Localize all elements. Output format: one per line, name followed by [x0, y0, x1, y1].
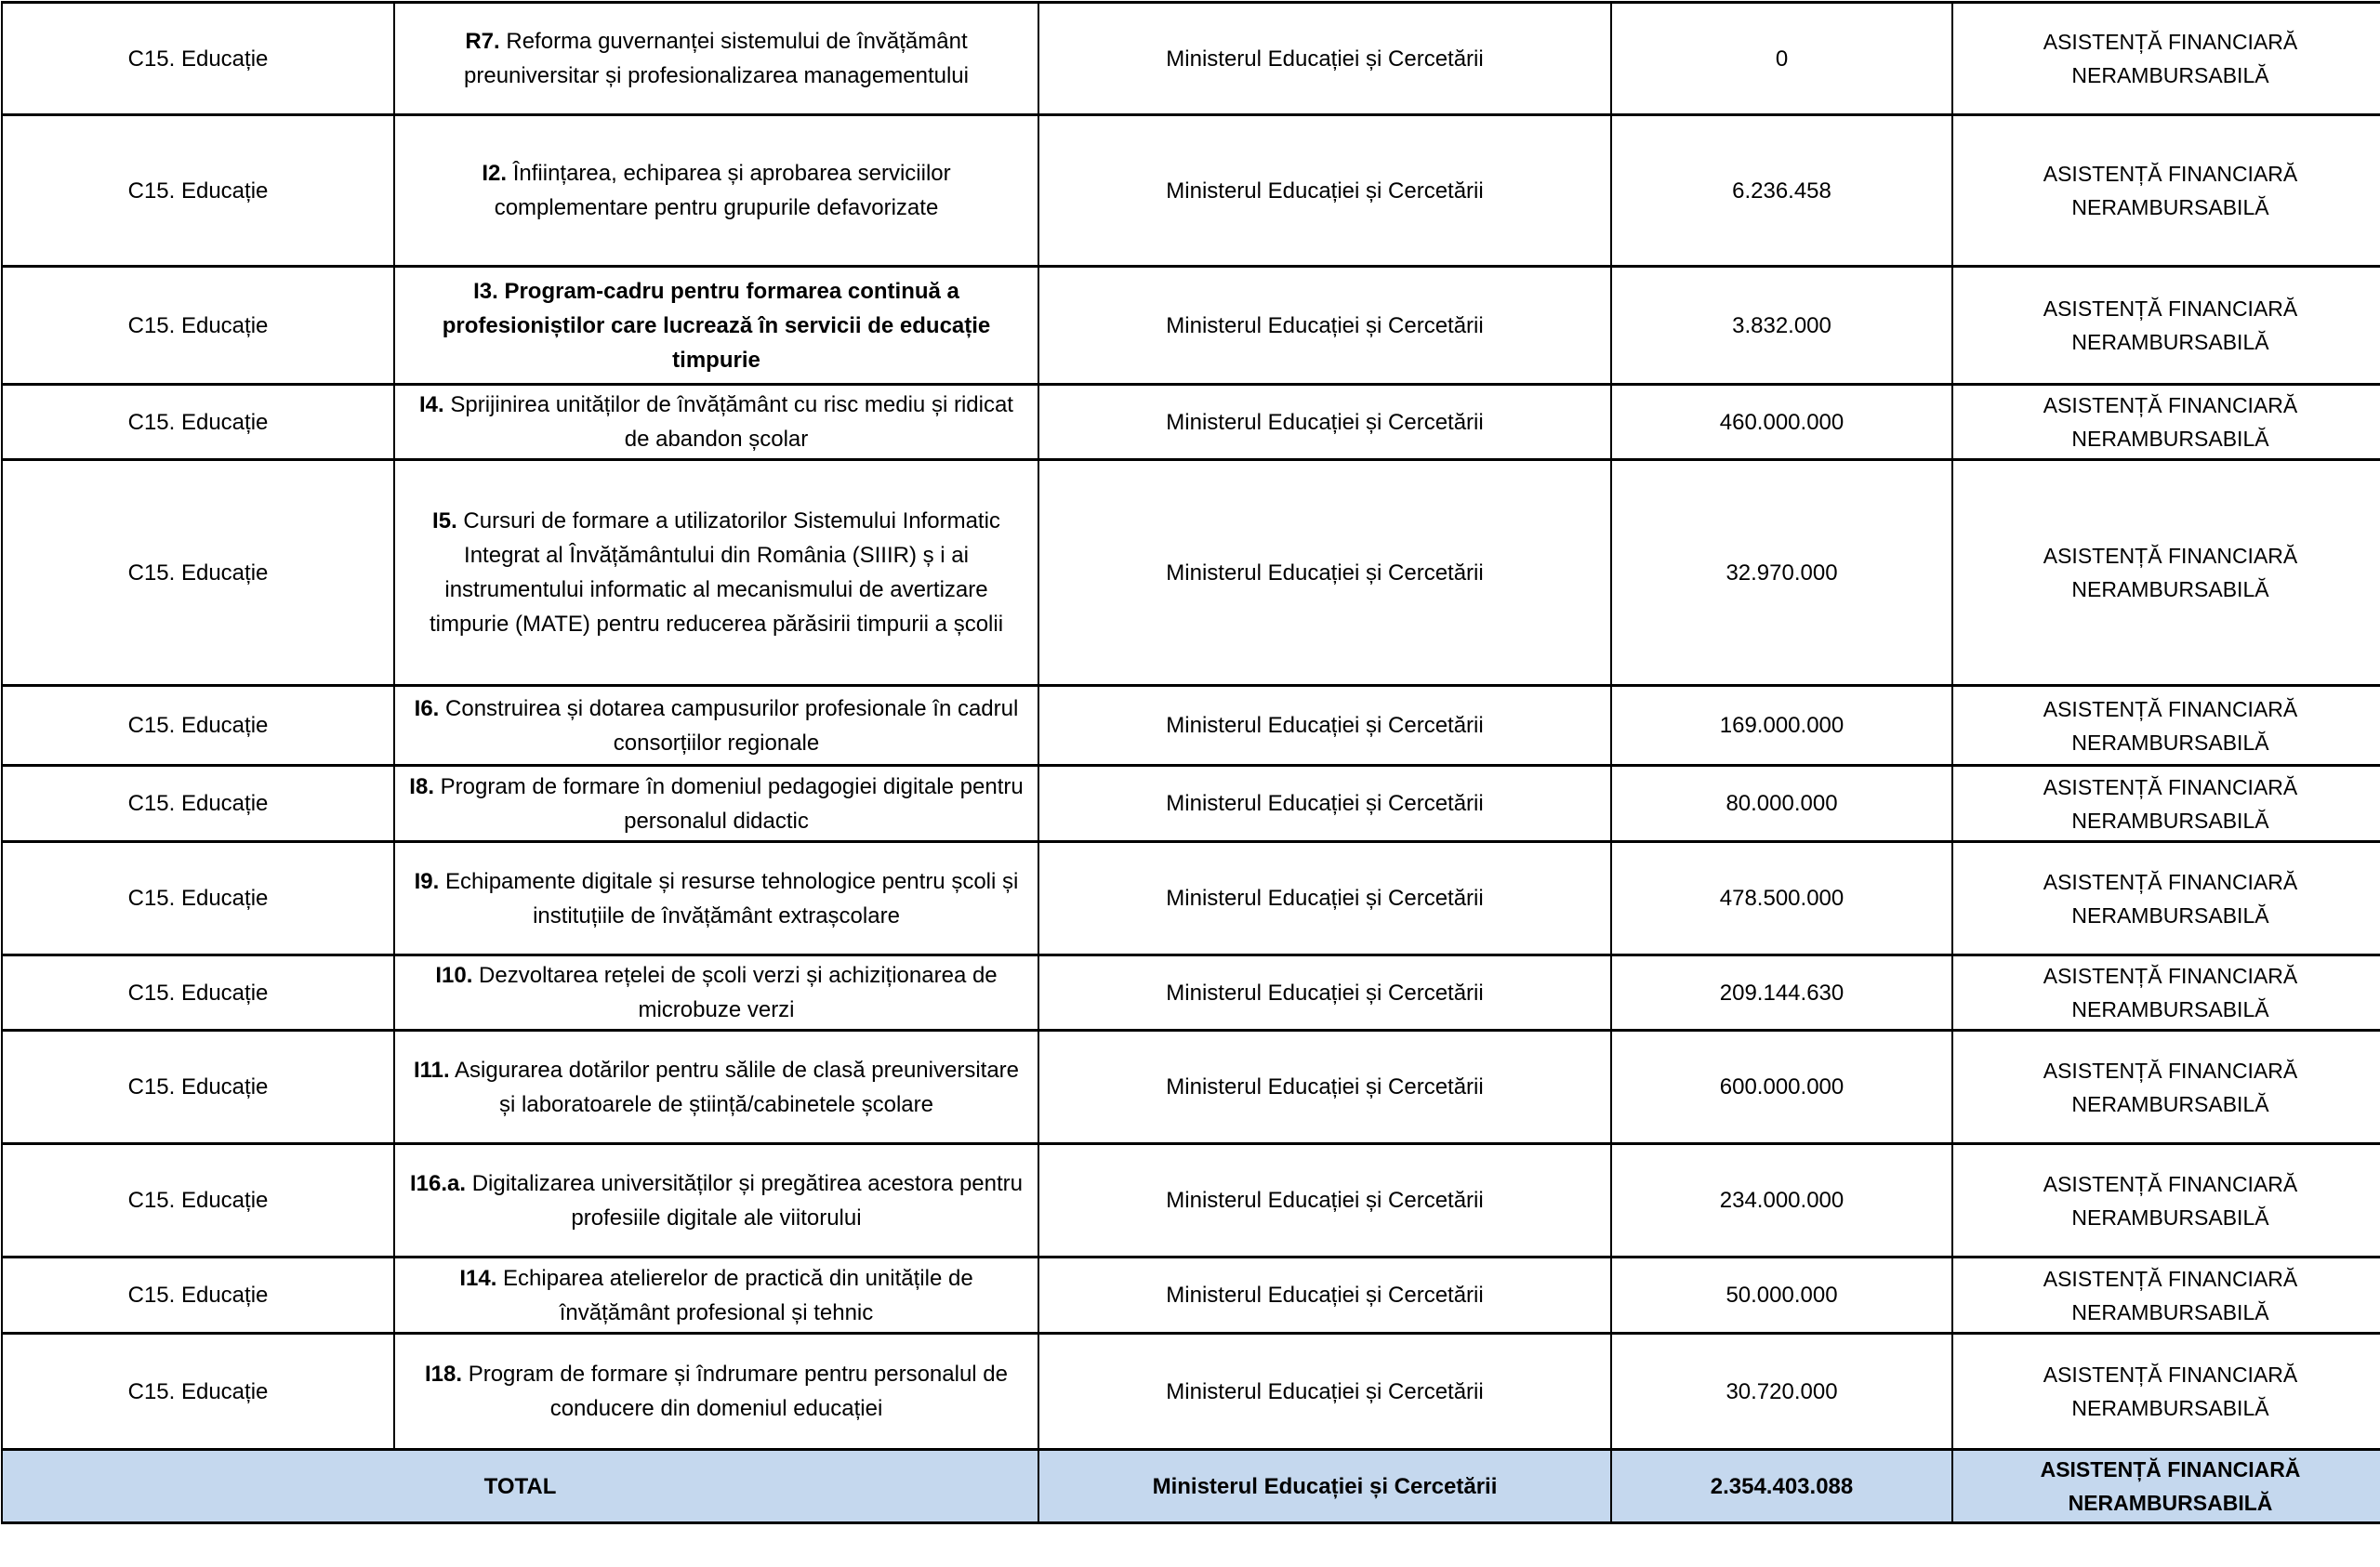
measure-code: I16.a. — [409, 1170, 467, 1196]
measure-code: I5. — [432, 508, 457, 533]
funding-type-cell: ASISTENȚĂ FINANCIARĂ NERAMBURSABILĂ — [1952, 115, 2380, 267]
measure-code: I8. — [409, 773, 434, 799]
table-row — [2, 1144, 2380, 1258]
component-cell: C15. Educație — [2, 3, 394, 115]
component-cell: C15. Educație — [2, 267, 394, 385]
total-label-cell: TOTAL — [2, 1450, 1038, 1523]
measure-cell — [394, 460, 1038, 686]
amount-cell: 460.000.000 — [1611, 385, 1952, 460]
measure-cell — [394, 3, 1038, 115]
ministry-cell: Ministerul Educației și Cercetării — [1038, 766, 1611, 842]
table-row — [2, 3, 2380, 115]
measure-cell — [394, 766, 1038, 842]
funding-type-cell: ASISTENȚĂ FINANCIARĂ NERAMBURSABILĂ — [1952, 1144, 2380, 1258]
table-row — [2, 1334, 2380, 1450]
component-cell: C15. Educație — [2, 1031, 394, 1144]
table-row — [2, 115, 2380, 267]
amount-cell: 6.236.458 — [1611, 115, 1952, 267]
funding-type-cell: ASISTENȚĂ FINANCIARĂ NERAMBURSABILĂ — [1952, 766, 2380, 842]
measure-cell — [394, 267, 1038, 385]
table-row — [2, 1031, 2380, 1144]
funding-type-cell: ASISTENȚĂ FINANCIARĂ NERAMBURSABILĂ — [1952, 267, 2380, 385]
measure-cell — [394, 385, 1038, 460]
component-cell: C15. Educație — [2, 115, 394, 267]
measure-code: I11. — [413, 1057, 450, 1083]
amount-cell: 0 — [1611, 3, 1952, 115]
measure-code: I9. — [414, 868, 440, 894]
ministry-cell: Ministerul Educației și Cercetării — [1038, 460, 1611, 686]
measure-cell — [394, 1258, 1038, 1334]
measure-text: Înființarea, echiparea și aprobarea serviciilor complementare pentru grupurile defavorizate — [494, 161, 951, 220]
ministry-cell: Ministerul Educației și Cercetării — [1038, 1258, 1611, 1334]
amount-cell: 169.000.000 — [1611, 686, 1952, 766]
measure-code: I2. — [482, 161, 508, 186]
measure-code: I18. — [425, 1362, 463, 1387]
component-cell: C15. Educație — [2, 686, 394, 766]
funding-type-cell: ASISTENȚĂ FINANCIARĂ NERAMBURSABILĂ — [1952, 686, 2380, 766]
measure-cell — [394, 1031, 1038, 1144]
table-row — [2, 955, 2380, 1031]
measure-text: Echipamente digitale și resurse tehnologice pentru școli și instituțiile de învățământ extrașcolare — [445, 868, 1019, 928]
component-cell: C15. Educație — [2, 1334, 394, 1450]
measure-code: I4. — [419, 392, 444, 417]
total-funding-type-cell: ASISTENȚĂ FINANCIARĂ NERAMBURSABILĂ — [1952, 1450, 2380, 1523]
ministry-cell: Ministerul Educației și Cercetării — [1038, 955, 1611, 1031]
funding-type-cell: ASISTENȚĂ FINANCIARĂ NERAMBURSABILĂ — [1952, 460, 2380, 686]
total-row — [2, 1450, 2380, 1523]
measure-code: I3. — [473, 278, 498, 304]
amount-cell: 32.970.000 — [1611, 460, 1952, 686]
funding-type-cell: ASISTENȚĂ FINANCIARĂ NERAMBURSABILĂ — [1952, 1258, 2380, 1334]
measure-code: I10. — [435, 963, 473, 988]
funding-type-cell: ASISTENȚĂ FINANCIARĂ NERAMBURSABILĂ — [1952, 842, 2380, 955]
measure-cell — [394, 686, 1038, 766]
amount-cell: 3.832.000 — [1611, 267, 1952, 385]
table-row — [2, 686, 2380, 766]
measure-text: Asigurarea dotărilor pentru sălile de clasă preuniversitare și laboratoarele de știință/cabinetele școlare — [455, 1057, 1020, 1117]
amount-cell: 50.000.000 — [1611, 1258, 1952, 1334]
measure-cell — [394, 1144, 1038, 1258]
table-row — [2, 766, 2380, 842]
funding-type-cell: ASISTENȚĂ FINANCIARĂ NERAMBURSABILĂ — [1952, 385, 2380, 460]
measure-code: I14. — [459, 1265, 497, 1291]
table-row — [2, 267, 2380, 385]
table-row — [2, 385, 2380, 460]
component-cell: C15. Educație — [2, 385, 394, 460]
amount-cell: 30.720.000 — [1611, 1334, 1952, 1450]
ministry-cell: Ministerul Educației și Cercetării — [1038, 267, 1611, 385]
total-amount-cell: 2.354.403.088 — [1611, 1450, 1952, 1523]
measure-text: Program de formare și îndrumare pentru personalul de conducere din domeniul educației — [468, 1362, 1008, 1421]
amount-cell: 600.000.000 — [1611, 1031, 1952, 1144]
ministry-cell: Ministerul Educației și Cercetării — [1038, 1144, 1611, 1258]
component-cell: C15. Educație — [2, 460, 394, 686]
measure-cell — [394, 955, 1038, 1031]
component-cell: C15. Educație — [2, 766, 394, 842]
funding-type-cell: ASISTENȚĂ FINANCIARĂ NERAMBURSABILĂ — [1952, 3, 2380, 115]
measure-cell — [394, 842, 1038, 955]
ministry-cell: Ministerul Educației și Cercetării — [1038, 385, 1611, 460]
component-cell: C15. Educație — [2, 842, 394, 955]
funding-type-cell: ASISTENȚĂ FINANCIARĂ NERAMBURSABILĂ — [1952, 1031, 2380, 1144]
component-cell: C15. Educație — [2, 955, 394, 1031]
measure-text: Digitalizarea universităților și pregătirea acestora pentru profesiile digitale ale viitorului — [471, 1170, 1023, 1231]
component-cell: C15. Educație — [2, 1258, 394, 1334]
measure-text: Echiparea atelierelor de practică din unitățile de învățământ profesional și tehnic — [503, 1265, 973, 1325]
table-row — [2, 460, 2380, 686]
measure-text: Construirea și dotarea campusurilor profesionale în cadrul consorțiilor regionale — [445, 695, 1019, 756]
measure-code: I6. — [414, 695, 440, 721]
ministry-cell: Ministerul Educației și Cercetării — [1038, 1334, 1611, 1450]
measure-code: R7. — [465, 29, 500, 54]
ministry-cell: Ministerul Educației și Cercetării — [1038, 686, 1611, 766]
measure-text: Sprijinirea unităților de învățământ cu risc mediu și ridicat de abandon școlar — [450, 392, 1013, 452]
component-cell: C15. Educație — [2, 1144, 394, 1258]
table-row — [2, 1258, 2380, 1334]
amount-cell: 80.000.000 — [1611, 766, 1952, 842]
ministry-cell: Ministerul Educației și Cercetării — [1038, 842, 1611, 955]
measure-cell — [394, 115, 1038, 267]
measure-text: Program-cadru pentru formarea continuă a profesioniștilor care lucrează în servicii de educație timpurie — [442, 278, 991, 373]
ministry-cell: Ministerul Educației și Cercetării — [1038, 1031, 1611, 1144]
funding-type-cell: ASISTENȚĂ FINANCIARĂ NERAMBURSABILĂ — [1952, 955, 2380, 1031]
amount-cell: 478.500.000 — [1611, 842, 1952, 955]
funding-type-cell: ASISTENȚĂ FINANCIARĂ NERAMBURSABILĂ — [1952, 1334, 2380, 1450]
ministry-cell: Ministerul Educației și Cercetării — [1038, 115, 1611, 267]
education-funding-table — [1, 1, 2380, 1524]
amount-cell: 209.144.630 — [1611, 955, 1952, 1031]
measure-text: Reforma guvernanței sistemului de învățământ preuniversitar și profesionalizarea managementului — [464, 29, 969, 88]
table-row — [2, 842, 2380, 955]
ministry-cell: Ministerul Educației și Cercetării — [1038, 3, 1611, 115]
measure-text: Dezvoltarea rețelei de școli verzi și achiziționarea de microbuze verzi — [479, 963, 998, 1022]
total-ministry-cell: Ministerul Educației și Cercetării — [1038, 1450, 1611, 1523]
measure-text: Program de formare în domeniul pedagogiei digitale pentru personalul didactic — [440, 773, 1024, 834]
measure-cell — [394, 1334, 1038, 1450]
measure-text: Cursuri de formare a utilizatorilor Sistemului Informatic Integrat al Învățământului din România (SIIIR) ș i ai instrumentului informatic al mecanismului de avertizare timpurie (MATE) pentru reducerea părăsirii timpurii a școlii — [429, 508, 1004, 637]
amount-cell: 234.000.000 — [1611, 1144, 1952, 1258]
